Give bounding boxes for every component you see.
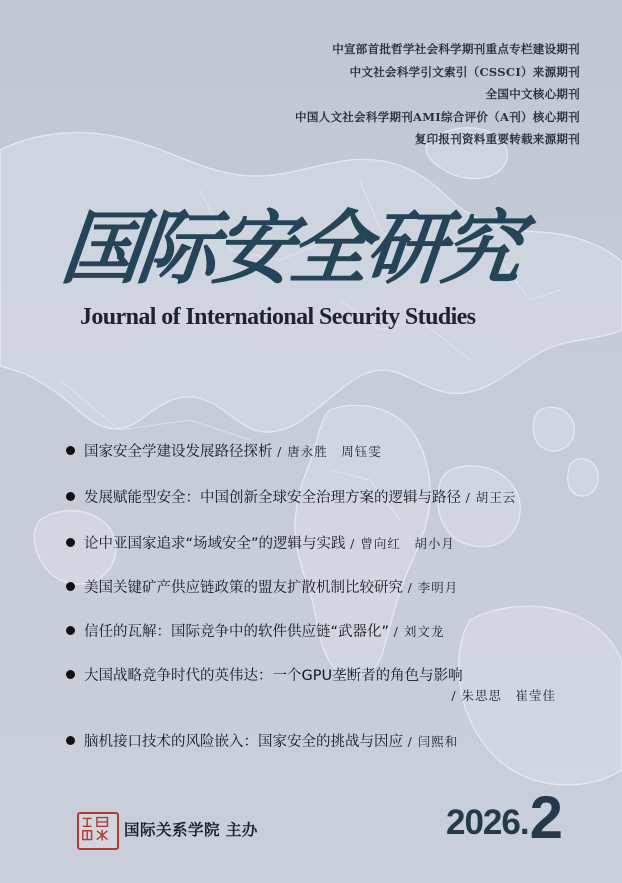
bullet-icon (66, 446, 75, 455)
article-item[interactable] (66, 532, 596, 553)
bullet-icon (66, 670, 75, 679)
article-author: / 朱思思 崔莹佳 (451, 688, 556, 703)
index-item: 复印报刊资料重要转载来源期刊 (414, 132, 580, 147)
article-author: / 曾向红 胡小月 (350, 536, 455, 551)
bullet-icon (66, 626, 75, 635)
article-title: 发展赋能型安全：中国创新全球安全治理方案的逻辑与路径 (84, 490, 461, 506)
article-author: / 唐永胜 周钰雯 (277, 444, 382, 459)
article-item[interactable] (66, 486, 596, 507)
article-item[interactable] (66, 440, 596, 461)
article-title: 信任的瓦解：国际竞争中的软件供应链“武器化” (84, 624, 390, 640)
article-title: 论中亚国家追求“场域安全”的逻辑与实践 (84, 536, 346, 552)
article-title: 国家安全学建设发展路径探析 (84, 444, 273, 460)
article-title: 脑机接口技术的风险嵌入：国家安全的挑战与因应 (84, 734, 403, 750)
host-institution: 国际关系学院 主办 (124, 821, 258, 839)
issue-number (446, 784, 596, 851)
article-item[interactable] (66, 620, 596, 641)
article-author: / 胡王云 (465, 490, 517, 505)
bullet-icon (66, 492, 75, 501)
bullet-icon (66, 582, 75, 591)
article-author: / 李明月 (407, 580, 459, 595)
article-title: 美国关键矿产供应链政策的盟友扩散机制比较研究 (84, 580, 403, 596)
bullet-icon (66, 736, 75, 745)
issue-no: 2 (529, 784, 563, 851)
journal-title-english: Journal of International Security Studies (80, 304, 476, 330)
article-item[interactable] (66, 576, 596, 597)
article-author: / 刘文龙 (393, 624, 445, 639)
bullet-icon (66, 538, 75, 547)
issue-year: 2026 (446, 803, 520, 842)
index-list (160, 38, 580, 151)
index-item: 中文社会科学引文索引（CSSCI）来源期刊 (349, 64, 580, 79)
index-item: 中国人文社会科学期刊AMI综合评价（A刊）核心期刊 (295, 109, 580, 124)
issue-separator: . (519, 803, 530, 842)
article-title: 大国战略竞争时代的英伟达：一个GPU垄断者的角色与影响 (84, 668, 463, 684)
article-item[interactable] (66, 730, 596, 751)
index-item: 全国中文核心期刊 (485, 87, 580, 102)
index-item: 中宣部首批哲学社会科学期刊重点专栏建设期刊 (332, 42, 580, 56)
article-item[interactable] (66, 664, 596, 704)
article-author: / 闫熙和 (407, 734, 459, 749)
journal-title-chinese: 国际安全研究 (57, 201, 523, 295)
seal-stamp-icon (77, 812, 119, 850)
